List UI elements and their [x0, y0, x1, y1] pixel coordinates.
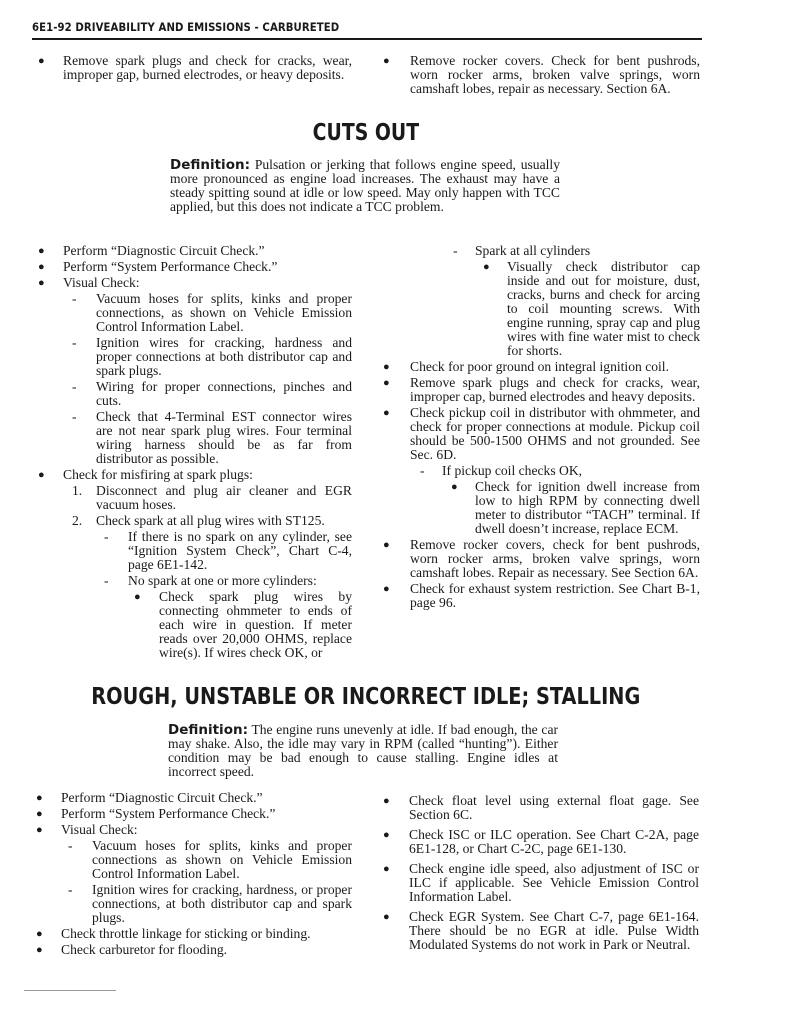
- list-item-text: Remove spark plugs and check for cracks, wear, improper gap, burned electrodes, or heavy deposits.: [63, 53, 352, 82]
- section-heading-cuts-out: [0, 120, 732, 146]
- list-item: [383, 582, 700, 610]
- list-item-text: Visually check distributor cap inside and out for moisture, dust, cracks, burns and check for arcing to coil mounting screws. With engine running, spray cap and plug wires with fine water mist to check for shorts.: [507, 259, 700, 358]
- bullet-icon: ●: [383, 377, 390, 389]
- bullet-icon: ●: [383, 55, 390, 67]
- list-item-text: Spark at all cylinders: [475, 243, 591, 258]
- list-item: [38, 292, 352, 334]
- page-header-title: 6E1-92 DRIVEABILITY AND EMISSIONS - CARBURETED: [32, 20, 340, 34]
- list-item: [383, 54, 700, 96]
- list-item: [36, 807, 352, 821]
- list-item-text: Check carburetor for flooding.: [61, 942, 228, 957]
- dash-marker: -: [453, 243, 458, 258]
- list-item: [383, 828, 699, 856]
- list-item: [383, 794, 699, 822]
- list-item-text: If pickup coil checks OK,: [442, 463, 583, 478]
- bullet-icon: ●: [483, 261, 490, 273]
- list-item-text: No spark at one or more cylinders:: [128, 573, 317, 588]
- list-item: [38, 468, 352, 482]
- list-item-text: Check ISC or ILC operation. See Chart C-2A, page 6E1-128, or Chart C-2C, page 6E1-130.: [409, 827, 699, 856]
- list-item-text: Vacuum hoses for splits, kinks and proper connections, as shown on Vehicle Emission Control Information Label.: [96, 291, 352, 334]
- bullet-icon: ●: [36, 792, 43, 804]
- list-item-text: Perform “Diagnostic Circuit Check.”: [63, 243, 265, 258]
- definition-cuts-out: [170, 158, 560, 214]
- list-item: [383, 376, 700, 404]
- list-item-text: Wiring for proper connections, pinches and cuts.: [96, 379, 352, 408]
- dash-marker: -: [72, 409, 77, 424]
- bullet-icon: ●: [38, 469, 45, 481]
- list-item: [38, 244, 352, 258]
- list-item: [383, 244, 700, 258]
- definition-label: Definition:: [170, 157, 250, 173]
- bullet-icon: ●: [383, 539, 390, 551]
- list-item: [38, 574, 352, 588]
- list-item-text: Ignition wires for cracking, hardness, or proper connections, at both distributor cap and spark plugs.: [92, 882, 352, 925]
- dash-marker: -: [104, 529, 109, 544]
- top-left-column: [38, 54, 352, 84]
- definition-text: The engine runs unevenly at idle. If bad enough, the car may shake. Also, the idle may vary in RPM (called “hunting”). Either condition may be bad enough to cause stalling. Engine idles at incorrect speed.: [168, 722, 559, 779]
- bullet-icon: ●: [38, 261, 45, 273]
- definition-text: Pulsation or jerking that follows engine speed, usually more pronounced as engine load increases. The exhaust may have a steady spitting sound at idle or low speed. May only happen with TCC applied, but this does not indicate a TCC problem.: [170, 157, 560, 214]
- section-title: CUTS OUT: [312, 120, 420, 146]
- step-number: 1.: [72, 483, 83, 498]
- list-item-text: Check pickup coil in distributor with ohmmeter, and check for proper connections at module. Pickup coil should be 500-1500 OHMS and not grounded. See Sec. 6D.: [410, 405, 700, 462]
- bullet-icon: ●: [38, 55, 45, 67]
- list-item: [36, 839, 352, 881]
- list-item-text: Check EGR System. See Chart C-7, page 6E1-164. There should be no EGR at idle. Pulse Width Modulated Systems do not work in Park or Neutral.: [409, 909, 699, 952]
- list-item: [383, 406, 700, 462]
- list-item: [383, 910, 699, 952]
- bullet-icon: ●: [383, 911, 390, 923]
- bullet-icon: ●: [36, 928, 43, 940]
- bullet-icon: ●: [36, 808, 43, 820]
- bullet-icon: ●: [383, 863, 390, 875]
- list-item-text: Check spark plug wires by connecting ohmmeter to ends of each wire in question. If meter reads over 20,000 OHMS, replace wire(s). If wires check OK, or: [159, 589, 352, 660]
- list-item-text: Vacuum hoses for splits, kinks and proper connections as shown on Vehicle Emission Control Information Label.: [92, 838, 352, 881]
- dash-marker: -: [68, 882, 73, 897]
- dash-marker: -: [72, 335, 77, 350]
- list-item-text: Check that 4-Terminal EST connector wires are not near spark plug wires. Four terminal wiring harness should be as far from distributor as possible.: [96, 409, 352, 466]
- bullet-icon: ●: [451, 481, 458, 493]
- list-item-text: Check for poor ground on integral ignition coil.: [410, 359, 669, 374]
- list-item: [36, 943, 352, 957]
- list-item: [38, 380, 352, 408]
- definition-rough-idle: [168, 723, 558, 779]
- list-item-text: Check spark at all plug wires with ST125.: [96, 513, 325, 528]
- definition-label: Definition:: [168, 722, 248, 738]
- dash-marker: -: [104, 573, 109, 588]
- dash-marker: -: [72, 379, 77, 394]
- rough-idle-right-column: [383, 794, 699, 954]
- list-item: [38, 484, 352, 512]
- list-item-text: Disconnect and plug air cleaner and EGR vacuum hoses.: [96, 483, 352, 512]
- list-item: [383, 360, 700, 374]
- list-item: [383, 538, 700, 580]
- list-item-text: Check for ignition dwell increase from low to high RPM by connecting dwell meter to distributor “TACH” terminal. If dwell doesn’t increase, replace ECM.: [475, 479, 700, 536]
- section-title: ROUGH, UNSTABLE OR INCORRECT IDLE; STALLING: [91, 684, 641, 710]
- bullet-icon: ●: [383, 583, 390, 595]
- list-item: [38, 336, 352, 378]
- footer-rule: [24, 990, 116, 991]
- bullet-icon: ●: [383, 407, 390, 419]
- list-item: [36, 791, 352, 805]
- list-item: [38, 530, 352, 572]
- bullet-icon: ●: [36, 944, 43, 956]
- list-item: [38, 514, 352, 528]
- list-item: [36, 883, 352, 925]
- bullet-icon: ●: [383, 361, 390, 373]
- list-item-text: If there is no spark on any cylinder, see “Ignition System Check”, Chart C-4, page 6E1-142.: [128, 529, 352, 572]
- list-item: [38, 410, 352, 466]
- rough-idle-left-column: [36, 791, 352, 959]
- page-header: [32, 18, 702, 40]
- list-item-text: Visual Check:: [63, 275, 140, 290]
- top-right-column: [383, 54, 700, 98]
- list-item: [383, 260, 700, 358]
- bullet-icon: ●: [38, 277, 45, 289]
- step-number: 2.: [72, 513, 83, 528]
- cuts-out-right-column: [383, 244, 700, 612]
- dash-marker: -: [420, 463, 425, 478]
- list-item: [36, 927, 352, 941]
- list-item: [383, 862, 699, 904]
- list-item-text: Visual Check:: [61, 822, 138, 837]
- list-item: [38, 590, 352, 660]
- list-item-text: Ignition wires for cracking, hardness and proper connections at both distributor cap and spark plugs.: [96, 335, 352, 378]
- list-item: [38, 276, 352, 290]
- list-item-text: Remove rocker covers. Check for bent pushrods, worn rocker arms, broken valve springs, worn camshaft lobes, repair as necessary. Section 6A.: [410, 53, 700, 96]
- section-heading-rough-idle: [0, 684, 732, 710]
- bullet-icon: ●: [36, 824, 43, 836]
- list-item-text: Check engine idle speed, also adjustment of ISC or ILC if applicable. See Vehicle Emission Control Information Label.: [409, 861, 699, 904]
- list-item-text: Remove spark plugs and check for cracks, wear, improper cap, burned electrodes and heavy deposits.: [410, 375, 700, 404]
- list-item: [38, 260, 352, 274]
- dash-marker: -: [68, 838, 73, 853]
- list-item: [38, 54, 352, 82]
- list-item: [383, 464, 700, 478]
- list-item-text: Check throttle linkage for sticking or binding.: [61, 926, 311, 941]
- bullet-icon: ●: [383, 829, 390, 841]
- list-item-text: Remove rocker covers, check for bent pushrods, worn rocker arms, broken valve springs, worn camshaft lobes. Repair as necessary. See Section 6A.: [410, 537, 700, 580]
- bullet-icon: ●: [383, 795, 390, 807]
- list-item-text: Check float level using external float gage. See Section 6C.: [409, 793, 699, 822]
- list-item: [36, 823, 352, 837]
- list-item-text: Perform “System Performance Check.”: [61, 806, 276, 821]
- list-item-text: Check for misfiring at spark plugs:: [63, 467, 253, 482]
- list-item-text: Perform “System Performance Check.”: [63, 259, 278, 274]
- cuts-out-left-column: [38, 244, 352, 662]
- list-item-text: Check for exhaust system restriction. See Chart B-1, page 96.: [410, 581, 700, 610]
- bullet-icon: ●: [134, 591, 141, 603]
- list-item-text: Perform “Diagnostic Circuit Check.”: [61, 790, 263, 805]
- list-item: [383, 480, 700, 536]
- bullet-icon: ●: [38, 245, 45, 257]
- dash-marker: -: [72, 291, 77, 306]
